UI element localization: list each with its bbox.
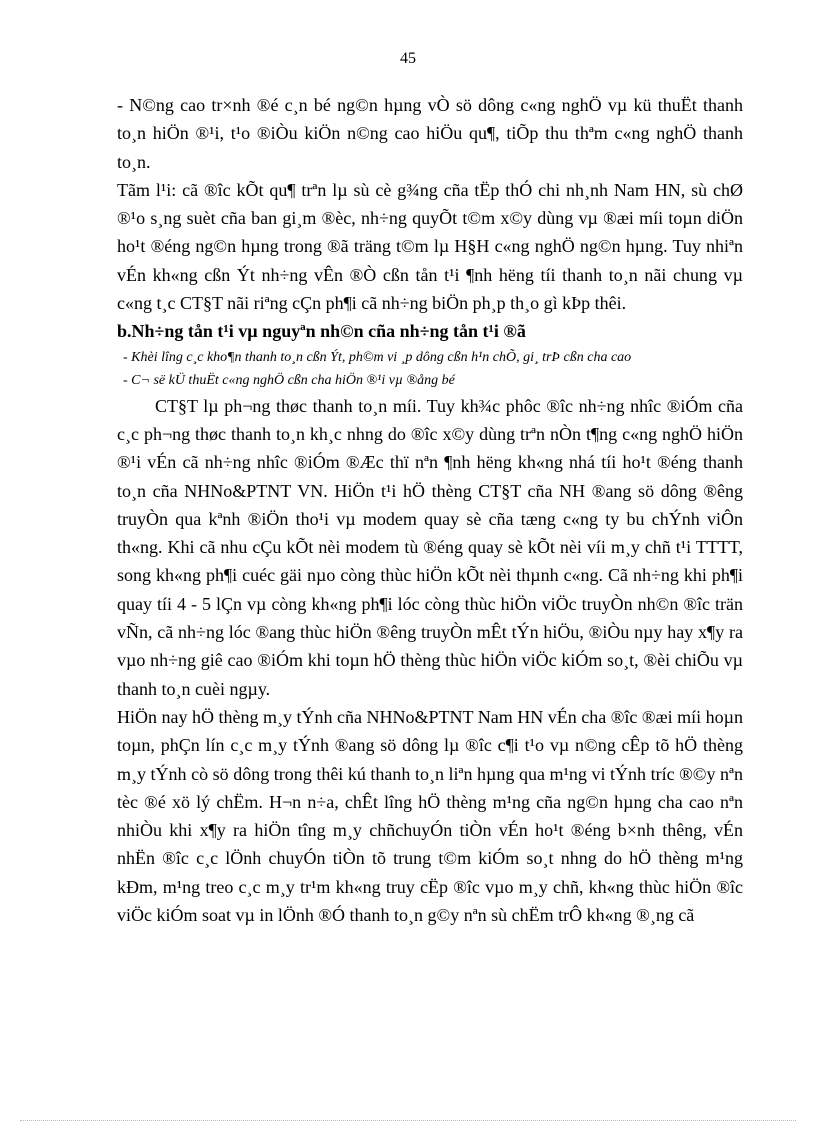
paragraph-computer-system: HiÖn nay hÖ thèng m¸y tÝnh cña NHNo&PTNT Nam HN vÉn cha ®îc ®æi míi hoµn toµn, phÇn lín c¸c m¸y tÝnh ®ang sö dông lµ ®îc c¶i t¹o vµ n©ng cÊp tõ hÖ thèng m¸y tÝnh cò sö dông trong thêi kú thanh to¸n liªn hµng qua m¹ng vi tÝnh tríc ®©y nªn tèc ®é xö lý chËm. H¬n n÷a, chÊt lîng hÖ thèng m¹ng cña ng©n hµng cha cao nªn nhiÒu khi x¶y ra hiÖn tîng m¸y chñchuyÓn tiÒn vÉn ho¹t ®éng b×nh thêng, vÉn nhËn ®îc c¸c lÖnh chuyÓn tiÒn tõ trung t©m kiÓm so¸t nhng do hÖ thèng m¹ng kÐm, m¹ng treo c¸c m¸y tr¹m kh«ng truy cËp ®îc vµo m¸y chñ, kh«ng thùc hiÖn ®îc viÖc kiÓm soat vµ in lÖnh ®Ó thanh to¸n g©y nªn sù chËm trÔ kh«ng ®¸ng cã [117,706,743,926]
document-body [117,91,743,929]
paragraph-summary: Tãm l¹i: cã ®îc kÕt qu¶ trªn lµ sù cè g¾ng cña tËp thÓ chi nh¸nh Nam HN, sù chØ ®¹o s¸ng suèt cña ban gi¸m ®èc, nh÷ng quyÕt t©m x©y dùng vµ ®æi míi toµn diÖn ho¹t ®éng ng©n hµng trong ®ã träng t©m lµ H§H c«ng nghÖ ng©n hµng. Tuy nhiªn vÉn kh«ng cßn Ýt nh÷ng vÊn ®Ò cßn tån t¹i ¶nh hëng tíi thanh to¸n nãi chung vµ c«ng t¸c CT§T nãi riªng cÇn ph¶i cã nh÷ng biÖn ph¸p th¸o gì kÞp thêi. [117,179,743,314]
paragraph-training: - N©ng cao tr×nh ®é c¸n bé ng©n hµng vÒ sö dông c«ng nghÖ vµ kü thuËt thanh to¸n hiÖn ®¹i, t¹o ®iÒu kiÖn n©ng cao hiÖu qu¶, tiÕp thu thªm c«ng nghÖ thanh to¸n. [117,95,743,172]
italic-bullet-infrastructure: - C¬ së kÜ thuËt c«ng nghÖ cßn cha hiÖn ®¹i vµ ®ång bé [123,372,455,388]
italic-bullet-volume: - Khèi lîng c¸c kho¶n thanh to¸n cßn Ýt, ph©m vi ¸p dông cßn h¹n chÕ, gi¸ trÞ cßn cha cao [123,349,632,365]
page-bottom-divider [20,1120,796,1121]
section-heading: b.Nh÷ng tån t¹i vµ nguyªn nh©n cña nh÷ng tån t¹i ®ã [117,321,526,342]
page-number: 45 [400,50,416,67]
paragraph-ctdt: CT§T lµ ph¬ng thøc thanh to¸n míi. Tuy kh¾c phôc ®îc nh÷ng nhîc ®iÓm cña c¸c ph¬ng thøc thanh to¸n kh¸c nhng do ®îc x©y dùng trªn nÒn t¶ng c«ng nghÖ hiÖn ®¹i vÉn cã nh÷ng nhîc ®iÓm ®Æc thï nªn ¶nh hëng kh«ng nhá tíi ho¹t ®éng thanh to¸n cña NHNo&PTNT VN. HiÖn t¹i hÖ thèng CT§T cña NH ®ang sö dông ®êng truyÒn qua kªnh ®iÖn tho¹i vµ modem quay sè cña tæng c«ng ty bu chÝnh viÔn th«ng. Khi cã nhu cÇu kÕt nèi modem tù ®éng quay sè kÕt nèi víi m¸y chñ t¹i TTTT, song kh«ng ph¶i cuéc gäi nµo còng thùc hiÖn kÕt nèi thµnh c«ng. Cã nh÷ng khi ph¶i quay tíi 4 - 5 lÇn vµ còng kh«ng ph¶i lóc còng thùc hiÖn viÖc truyÒn nh©n ®îc trän vÑn, cã nh÷ng lóc ®ang thùc hiÖn ®êng truyÒn mÊt tÝn hiÖu, ®iÒu nµy hay x¶y ra vµo nh÷ng giê cao ®iÓm khi toµn hÖ thèng thùc hiÖn viÖc kiÓm so¸t, ®èi chiÕu vµ thanh to¸n cuèi ngµy. [117,395,743,699]
